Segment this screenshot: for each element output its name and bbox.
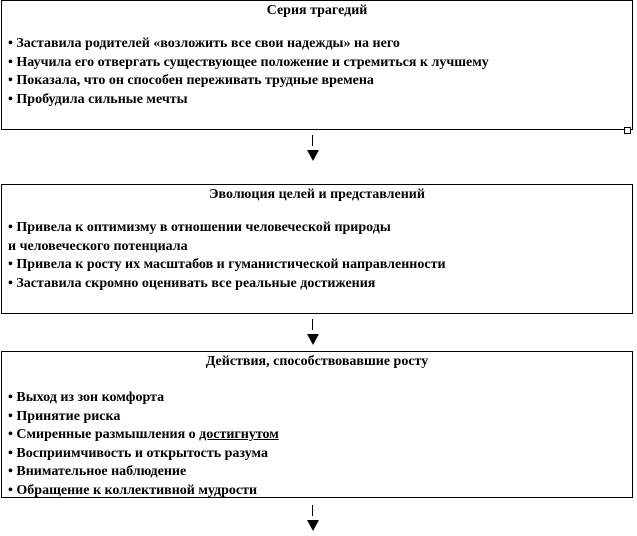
box-items-list — [2, 219, 632, 293]
box-evolution-of-goals — [1, 184, 633, 314]
list-item: • Принятие риска — [8, 408, 121, 424]
list-item-continuation: и человеческого потенциала — [8, 238, 188, 254]
list-item: • Выход из зон комфорта — [8, 390, 165, 405]
box-title: Действия, способствовавшие росту — [205, 354, 429, 369]
arrow-down-icon — [307, 150, 319, 161]
box-growth-actions — [1, 351, 633, 498]
box-title: Серия трагедий — [266, 3, 368, 18]
list-item: • Внимательное наблюдение — [8, 464, 187, 479]
list-item: • Пробудила сильные мечты — [8, 91, 188, 107]
arrow-down-3 — [306, 505, 320, 531]
list-item: • Привела к росту их масштабов и гуманистической направленности — [8, 257, 446, 272]
list-item: • Заставила скромно оценивать все реальные достижения — [8, 275, 376, 291]
list-item — [8, 426, 632, 445]
arrow-stem — [312, 135, 313, 146]
arrow-down-icon — [307, 520, 319, 531]
arrow-stem — [312, 319, 313, 330]
list-item-text: • Смиренные размышления о — [8, 427, 200, 442]
list-item: • Привела к оптимизму в отношении человеческой природы — [8, 220, 391, 235]
arrow-down-2 — [306, 319, 320, 345]
list-item: • Показала, что он способен переживать трудные времена — [8, 73, 374, 88]
underlined-word: достигнутом — [199, 427, 279, 442]
list-item: • Научила его отвергать существующее положение и стремиться к лучшему — [8, 54, 489, 70]
list-item: • Заставила родителей «возложить все свои надежды» на него — [8, 36, 400, 51]
arrow-down-1 — [306, 135, 320, 161]
box-items-list — [2, 389, 632, 500]
list-item: • Обращение к коллективной мудрости — [8, 482, 258, 498]
resize-handle[interactable] — [624, 127, 631, 134]
arrow-down-icon — [307, 334, 319, 345]
box-series-of-tragedies — [1, 0, 633, 130]
box-items-list — [2, 35, 632, 109]
arrow-stem — [312, 505, 313, 516]
list-item: • Восприимчивость и открытость разума — [8, 445, 268, 461]
box-title: Эволюция целей и представлений — [209, 187, 425, 202]
